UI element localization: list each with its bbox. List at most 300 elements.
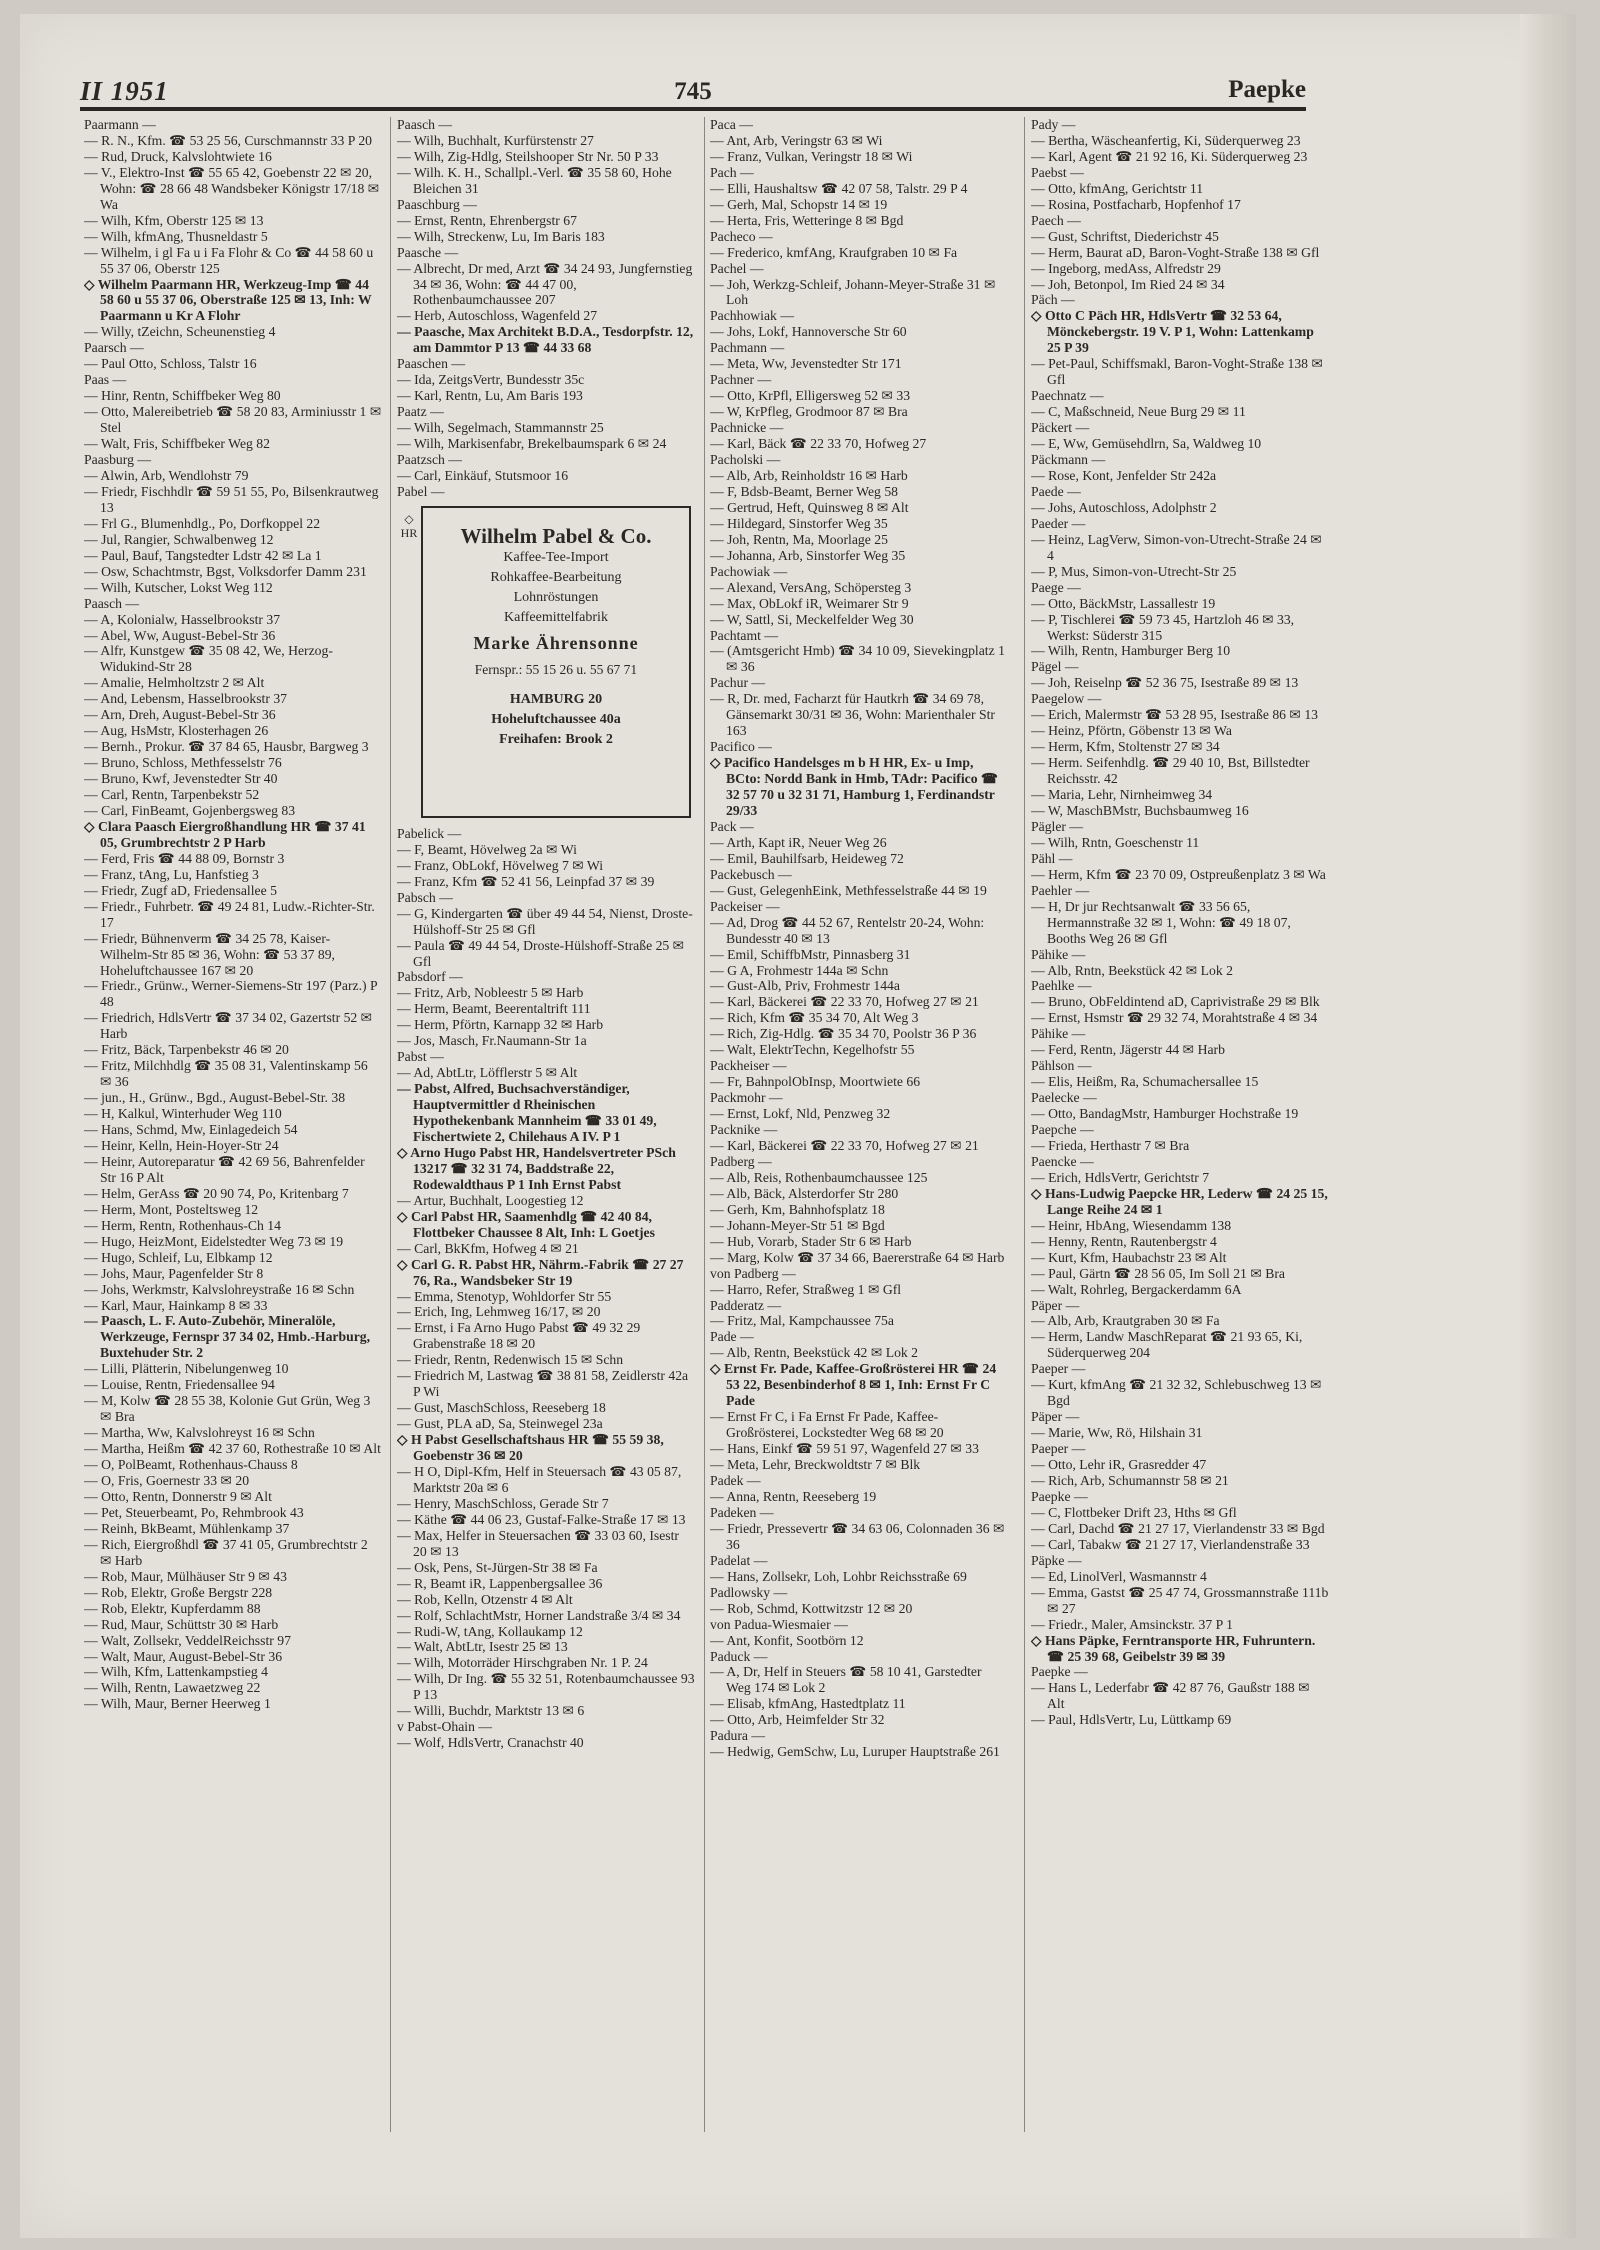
page-edge-shadow [1520, 14, 1576, 2238]
surname-heading: Paas — [84, 372, 127, 388]
surname-heading: Paeper — [1031, 1441, 1086, 1457]
directory-entry: — Emma, Stenotyp, Wohldorfer Str 55 [397, 1288, 612, 1304]
directory-entry: — Heinr, HbAng, Wiesendamm 138 [1031, 1217, 1232, 1233]
surname-heading: Padelat — [710, 1552, 768, 1568]
ad-side-marker: ◇ HR [400, 511, 418, 540]
directory-entry: — Anna, Rentn, Reeseberg 19 [710, 1488, 877, 1504]
directory-entry: — Max, ObLokf iR, Weimarer Str 9 [710, 595, 909, 611]
directory-entry: — Friedr., Maler, Amsinckstr. 37 P 1 [1031, 1616, 1233, 1632]
directory-entry: — Wilh, Buchhalt, Kurfürstenstr 27 [397, 132, 594, 148]
directory-entry: — Ad, Drog ☎ 44 52 67, Rentelstr 20-24, Wohn: Bundesstr 40 ✉ 13 [710, 914, 985, 946]
directory-entry: — Otto, Arb, Heimfelder Str 32 [710, 1712, 885, 1728]
directory-entry: — Jos, Masch, Fr.Naumann-Str 1a [397, 1033, 587, 1049]
surname-heading: Paegelow — [1031, 691, 1102, 707]
directory-entry: — Walt, Rohrleg, Bergackerdamm 6A [1031, 1281, 1242, 1297]
surname-heading: Päckmann — [1031, 452, 1106, 468]
directory-entry: — Joh, Reiselnp ☎ 52 36 75, Isestraße 89 ✉ 13 [1031, 675, 1299, 691]
directory-entry: — P, Tischlerei ☎ 59 73 45, Hartzloh 46 ✉ 33, Werkst: Süderstr 315 [1031, 611, 1295, 643]
directory-entry: — Karl, Maur, Hainkamp 8 ✉ 33 [84, 1297, 268, 1313]
page-header [80, 54, 1306, 110]
surname-heading: Pabsdorf — [397, 969, 463, 985]
directory-entry: — Wilh, Kfm, Oberstr 125 ✉ 13 [84, 212, 264, 228]
directory-entry: — Artur, Buchhalt, Loogestieg 12 [397, 1192, 584, 1208]
ad-company-name: Wilhelm Pabel & Co. [460, 523, 652, 548]
surname-heading: Paepche — [1031, 1122, 1094, 1138]
directory-entry: — Hugo, HeizMont, Eidelstedter Weg 73 ✉ 19 [84, 1233, 344, 1249]
directory-entry: — Rich, Zig-Hdlg. ☎ 35 34 70, Poolstr 36 P 36 [710, 1026, 977, 1042]
directory-entry: — Carl, FinBeamt, Gojenbergsweg 83 [84, 802, 296, 818]
header-year: II 1951 [80, 76, 169, 106]
surname-heading: Pählson — [1031, 1058, 1092, 1074]
directory-entry: — Friedr., Grünw., Werner-Siemens-Str 197 (Parz.) P 48 [84, 978, 378, 1010]
surname-heading: von Padberg — [710, 1265, 796, 1281]
ad-service-line: Kaffeemittelfabrik [504, 609, 608, 625]
directory-entry: — Rich, Kfm ☎ 35 34 70, Alt Weg 3 [710, 1010, 919, 1026]
surname-heading: Pachmann — [710, 340, 785, 356]
directory-entry: — Fritz, Bäck, Tarpenbekstr 46 ✉ 20 [84, 1042, 289, 1058]
directory-entry: — Herta, Fris, Wetteringe 8 ✉ Bgd [710, 212, 904, 228]
directory-entry: — Wilh, Dr Ing. ☎ 55 32 51, Rotenbaumchaussee 93 P 13 [397, 1671, 695, 1703]
directory-entry: — Hugo, Schleif, Lu, Elbkamp 12 [84, 1249, 273, 1265]
surname-heading: Paaschburg — [397, 196, 477, 212]
directory-entry: — Louise, Rentn, Friedensallee 94 [84, 1377, 275, 1393]
surname-heading: Paaschen — [397, 356, 466, 372]
directory-entry: — Kurt, kfmAng ☎ 21 32 32, Schlebuschweg 13 ✉ Bgd [1031, 1377, 1322, 1409]
surname-heading: Päper — [1031, 1409, 1080, 1425]
surname-heading: Paarmann — [84, 117, 156, 132]
directory-entry: — Ernst Fr C, i Fa Ernst Fr Pade, Kaffee-Großrösterei, Lockstedter Weg 68 ✉ 20 [710, 1409, 944, 1441]
directory-entry: — Herm, Beamt, Beerentaltrift 111 [397, 1001, 591, 1017]
surname-heading: Pachhowiak — [710, 308, 795, 324]
directory-entry: — Ernst, i Fa Arno Hugo Pabst ☎ 49 32 29 Grabenstraße 18 ✉ 20 [397, 1320, 641, 1352]
directory-entry: — Fr, BahnpolObInsp, Moortwiete 66 [710, 1074, 921, 1090]
directory-entry: ◇ Otto C Päch HR, HdlsVertr ☎ 32 53 64, Mönckebergstr. 19 V. P 1, Wohn: Lattenkamp 25 P 39 [1031, 308, 1314, 356]
directory-entry: — Hans, Einkf ☎ 59 51 97, Wagenfeld 27 ✉ 33 [710, 1441, 979, 1457]
directory-entry: — Wilh, Motorräder Hirschgraben Nr. 1 P. 24 [397, 1655, 648, 1671]
surname-heading: Paebst — [1031, 164, 1084, 180]
directory-entry: — Hinr, Rentn, Schiffbeker Weg 80 [84, 388, 281, 404]
directory-entry: — Carl, Einkäuf, Stutsmoor 16 [397, 467, 569, 483]
directory-entry: — Paasch, L. F. Auto-Zubehör, Mineralöle, Werkzeuge, Fernspr 37 34 02, Hmb.-Harburg, Buxtehuder Str. 2 [84, 1313, 371, 1361]
surname-heading: Pachtamt — [710, 627, 779, 643]
directory-entry: — Emma, Gastst ☎ 25 47 74, Grossmannstraße 111b ✉ 27 [1031, 1584, 1329, 1616]
directory-entry: — Johanna, Arb, Sinstorfer Weg 35 [710, 547, 906, 563]
surname-heading: Pachel — [710, 260, 764, 276]
directory-entry: — Karl, Bäckerei ☎ 22 33 70, Hofweg 27 ✉ 21 [710, 1138, 979, 1153]
directory-entry: — Walt, Maur, August-Bebel-Str 36 [84, 1648, 283, 1664]
directory-entry: — Wilh, Zig-Hdlg, Steilshooper Str Nr. 50 P 33 [397, 148, 659, 164]
surname-heading: Pacifico — [710, 739, 772, 755]
directory-entry: — Joh, Rentn, Ma, Moorlage 25 [710, 531, 888, 547]
directory-entry: — Paul, Gärtn ☎ 28 56 05, Im Soll 21 ✉ Bra [1031, 1265, 1285, 1281]
directory-entry: — And, Lebensm, Hasselbrookstr 37 [84, 691, 288, 707]
surname-heading: Pabelick — [397, 825, 462, 841]
directory-entry: — Wilh, Rntn, Goeschenstr 11 [1031, 834, 1200, 850]
directory-entry: — Bernh., Prokur. ☎ 37 84 65, Hausbr, Bargweg 3 [84, 739, 369, 755]
directory-entry: — Friedr, Fischhdlr ☎ 59 51 55, Po, Bilsenkrautweg 13 [84, 483, 379, 515]
directory-entry: — Hub, Vorarb, Stader Str 6 ✉ Harb [710, 1233, 912, 1249]
directory-entry: — Wilhelm, i gl Fa u i Fa Flohr & Co ☎ 44 58 60 u 55 37 06, Oberstr 125 [84, 244, 374, 276]
directory-entry: — Johs, Autoschloss, Adolphstr 2 [1031, 499, 1217, 515]
directory-entry: — Pabst, Alfred, Buchsachverständiger, Hauptvermittler d Rheinischen Hypothekenbank Mannheim ☎ 33 01 49, Fischertwiete 2, Chilehaus A IV. P 1 [397, 1081, 657, 1144]
surname-heading: Packebusch — [710, 866, 792, 882]
surname-heading: Päpke — [1031, 1552, 1082, 1568]
directory-entry: — Friedrich M, Lastwag ☎ 38 81 58, Zeidlerstr 42a P Wi [397, 1368, 689, 1400]
directory-entry: — Emil, SchiffbMstr, Pinnasberg 31 [710, 946, 911, 962]
directory-entry: — Pet-Paul, Schiffsmakl, Baron-Voght-Straße 138 ✉ Gfl [1031, 356, 1323, 388]
directory-entry: — Gerh, Km, Bahnhofsplatz 18 [710, 1201, 885, 1217]
directory-entry: — Emil, Bauhilfsarb, Heideweg 72 [710, 850, 904, 866]
directory-page [20, 14, 1576, 2238]
directory-entry: — Gust, MaschSchloss, Reeseberg 18 [397, 1400, 606, 1416]
directory-entry: ◇ Clara Paasch Eiergroßhandlung HR ☎ 37 41 05, Grumbrechtstr 2 P Harb [84, 818, 366, 850]
directory-entry: — Otto, Malereibetrieb ☎ 58 20 83, Arminiusstr 1 ✉ Stel [84, 404, 382, 436]
directory-entry: — Carl, Rentn, Tarpenbekstr 52 [84, 787, 260, 803]
directory-entry: — Alb, Reis, Rothenbaumchaussee 125 [710, 1169, 928, 1185]
directory-entry: — Rob, Schmd, Kottwitzstr 12 ✉ 20 [710, 1600, 913, 1616]
surname-heading: Pachnicke — [710, 420, 784, 436]
directory-entry: — Fritz, Mal, Kampchaussee 75a [710, 1313, 894, 1329]
directory-entry: — Franz, ObLokf, Hövelweg 7 ✉ Wi [397, 857, 604, 873]
surname-heading: Pade — [710, 1329, 754, 1345]
directory-entry: — Maria, Lehr, Nirnheimweg 34 [1031, 787, 1213, 803]
directory-entry: — Johann-Meyer-Str 51 ✉ Bgd [710, 1217, 885, 1233]
directory-entry: — Frieda, Herthastr 7 ✉ Bra [1031, 1138, 1190, 1153]
directory-entry: — Paul, Bauf, Tangstedter Ldstr 42 ✉ La 1 [84, 547, 322, 563]
directory-entry: — Alb, Bäck, Alsterdorfer Str 280 [710, 1185, 899, 1201]
directory-entry: — Elisab, kfmAng, Hastedtplatz 11 [710, 1696, 906, 1712]
directory-entry: — Wilh, Maur, Berner Heerweg 1 [84, 1696, 271, 1712]
directory-entry: — Gertrud, Heft, Quinsweg 8 ✉ Alt [710, 499, 909, 515]
surname-heading: Paarsch — [84, 340, 144, 356]
directory-entry: — Rich, Eiergroßhdl ☎ 37 41 05, Grumbrechtstr 2 ✉ Harb [84, 1536, 368, 1568]
directory-entry: — Wolf, HdlsVertr, Cranachstr 40 [397, 1735, 584, 1751]
directory-entry: — Martha, Ww, Kalvslohreyst 16 ✉ Schn [84, 1425, 315, 1441]
directory-entry: — Ed, LinolVerl, Wasmannstr 4 [1031, 1568, 1207, 1584]
ad-branch: Freihafen: Brook 2 [499, 731, 613, 747]
directory-entry: — Otto, Rentn, Donnerstr 9 ✉ Alt [84, 1488, 272, 1504]
directory-entry: — (Amtsgericht Hmb) ☎ 34 10 09, Sievekingplatz 1 ✉ 36 [710, 643, 1005, 675]
directory-entry: — Osw, Schachtmstr, Bgst, Volksdorfer Damm 231 [84, 563, 367, 579]
directory-entry: — W, MaschBMstr, Buchsbaumweg 16 [1031, 802, 1249, 818]
directory-entry: — E, Ww, Gemüsehdlrn, Sa, Waldweg 10 [1031, 436, 1262, 452]
directory-entry: — Carl, Tabakw ☎ 21 27 17, Vierlandenstraße 33 [1031, 1536, 1310, 1552]
surname-heading: Pabsch — [397, 889, 453, 905]
surname-heading: Padek — [710, 1473, 761, 1489]
directory-entry: — Walt, Zollsekr, VeddelReichsstr 97 [84, 1632, 291, 1648]
surname-heading: Paehler — [1031, 882, 1090, 898]
directory-entry: ◇ Carl Pabst HR, Saamenhdlg ☎ 42 40 84, Flottbeker Chaussee 8 Alt, Inh: L Goetjes [397, 1208, 655, 1240]
directory-entry: — Joh, Betonpol, Im Ried 24 ✉ 34 [1031, 276, 1225, 292]
directory-entry: — Max, Helfer in Steuersachen ☎ 33 03 60, Isestr 20 ✉ 13 [397, 1527, 679, 1559]
directory-entry: — Heinz, Pförtn, Göbenstr 13 ✉ Wa [1031, 723, 1232, 739]
directory-entry: — H, Kalkul, Winterhuder Weg 110 [84, 1106, 282, 1122]
directory-entry: — Meta, Lehr, Breckwoldtstr 7 ✉ Blk [710, 1457, 921, 1473]
ad-service-line: Kaffee-Tee-Import [503, 549, 609, 565]
directory-entry: ◇ Wilhelm Paarmann HR, Werkzeug-Imp ☎ 44 58 60 u 55 37 06, Oberstraße 125 ✉ 13, Inh: W Paarmann u Kr A Flohr [84, 276, 372, 324]
directory-entry: — F, Beamt, Hövelweg 2a ✉ Wi [397, 841, 577, 857]
directory-entry: ◇ Hans Päpke, Ferntransporte HR, Fuhruntern. ☎ 25 39 68, Geibelstr 39 ✉ 39 [1031, 1632, 1316, 1664]
directory-entry: — H, Dr jur Rechtsanwalt ☎ 33 56 65, Hermannstraße 32 ✉ 1, Wohn: ☎ 49 18 07, Booths Weg 26 ✉ Gfl [1031, 898, 1291, 946]
directory-entry: — Alfr, Kunstgew ☎ 35 08 42, We, Herzog-Widukind-Str 28 [84, 643, 333, 675]
directory-entry: — Pet, Steuerbeamt, Po, Rehmbrook 43 [84, 1504, 304, 1520]
surname-heading: Pabel — [397, 483, 445, 499]
directory-entry: — Bruno, Schloss, Methfesselstr 76 [84, 755, 282, 771]
directory-entry: — H O, Dipl-Kfm, Helf in Steuersach ☎ 43 05 87, Marktstr 20a ✉ 6 [397, 1464, 682, 1495]
directory-entry: — Harro, Refer, Straßweg 1 ✉ Gfl [710, 1281, 902, 1297]
surname-heading: Paasburg — [84, 452, 152, 468]
surname-heading: Pähike — [1031, 1026, 1086, 1042]
directory-entry: — Rob, Elektr, Kupferdamm 88 [84, 1600, 261, 1616]
surname-heading: Paede — [1031, 483, 1081, 499]
directory-entry: — Paasche, Max Architekt B.D.A., Tesdorpfstr. 12, am Dammtor P 13 ☎ 44 33 68 [397, 324, 694, 356]
directory-entry: — Friedrich, HdlsVertr ☎ 37 34 02, Gazertstr 52 ✉ Harb [84, 1010, 373, 1042]
directory-entry: — Fritz, Arb, Nobleestr 5 ✉ Harb [397, 985, 584, 1001]
directory-entry: — Käthe ☎ 44 06 23, Gustaf-Falke-Straße 17 ✉ 13 [397, 1511, 686, 1527]
directory-entry: — Friedr, Bühnenverm ☎ 34 25 78, Kaiser-Wilhelm-Str 85 ✉ 36, Wohn: ☎ 53 37 89, Hoheluftchaussee 167 ✉ 20 [84, 930, 335, 978]
directory-entry: — Willi, Buchdr, Marktstr 13 ✉ 6 [397, 1703, 585, 1719]
surname-heading: Paasch — [84, 595, 140, 611]
directory-entry: — Wilh, Kutscher, Lokst Weg 112 [84, 579, 273, 595]
directory-entry: — Alb, Arb, Krautgraben 30 ✉ Fa [1031, 1313, 1220, 1329]
directory-entry: — Otto, Lehr iR, Grasredder 47 [1031, 1457, 1207, 1473]
surname-heading: Pacholski — [710, 452, 781, 468]
directory-entry: — Rudi-W, tAng, Kollaukamp 12 [397, 1623, 583, 1639]
directory-entry: — O, Fris, Goernestr 33 ✉ 20 [84, 1473, 250, 1489]
header-rule [80, 107, 1306, 111]
surname-heading: Paech — [1031, 212, 1081, 228]
directory-entry: — Franz, Vulkan, Veringstr 18 ✉ Wi [710, 148, 913, 164]
directory-entry: — Hans, Schmd, Mw, Einlagedeich 54 [84, 1122, 298, 1138]
surname-heading: Paeper — [1031, 1361, 1086, 1377]
surname-heading: Paehlke — [1031, 978, 1092, 994]
directory-entry: — Ernst, Hsmstr ☎ 29 32 74, Morahtstraße 4 ✉ 34 [1031, 1010, 1318, 1026]
directory-entry: — Karl, Agent ☎ 21 92 16, Ki. Süderquerweg 23 [1031, 148, 1308, 164]
surname-heading: Paencke — [1031, 1153, 1094, 1169]
directory-entry: — M, Kolw ☎ 28 55 38, Kolonie Gut Grün, Weg 3 ✉ Bra [84, 1393, 371, 1425]
surname-heading: Padderatz — [710, 1297, 782, 1313]
directory-entry: — Erich, Ing, Lehmweg 16/17, ✉ 20 [397, 1304, 601, 1320]
directory-entry: — Friedr., Fuhrbetr. ☎ 49 24 81, Ludw.-Richter-Str. 17 [84, 898, 375, 930]
directory-entry: — Hans L, Lederfabr ☎ 42 87 76, Gaußstr 188 ✉ Alt [1031, 1680, 1310, 1712]
surname-heading: Packeiser — [710, 898, 780, 914]
surname-heading: Pägler — [1031, 818, 1084, 834]
directory-entry: — Walt, ElektrTechn, Kegelhofstr 55 [710, 1042, 915, 1058]
directory-entry: — A, Dr, Helf in Steuers ☎ 58 10 41, Garstedter Weg 174 ✉ Lok 2 [710, 1664, 982, 1696]
directory-entry: — Karl, Bäckerei ☎ 22 33 70, Hofweg 27 ✉ 21 [710, 994, 979, 1010]
directory-entry: — Albrecht, Dr med, Arzt ☎ 34 24 93, Jungfernstieg 34 ✉ 36, Wohn: ☎ 44 47 00, Rothenbaumchaussee 207 [397, 260, 693, 308]
directory-entry: — Gust, PLA aD, Sa, Steinwegel 23a [397, 1416, 603, 1432]
directory-entry: — Franz, tAng, Lu, Hanfstieg 3 [84, 866, 259, 882]
directory-entry: — W, Sattl, Si, Meckelfelder Weg 30 [710, 611, 914, 627]
directory-entry: — Herm, Rentn, Rothenhaus-Ch 14 [84, 1217, 281, 1233]
directory-entry: — Otto, BäckMstr, Lassallestr 19 [1031, 595, 1216, 611]
surname-heading: Paege — [1031, 579, 1081, 595]
directory-entry: — Henry, MaschSchloss, Gerade Str 7 [397, 1495, 609, 1511]
directory-entry: — Otto, KrPfl, Elligersweg 52 ✉ 33 [710, 388, 911, 404]
ad-service-line: Rohkaffee-Bearbeitung [490, 569, 622, 585]
directory-entry: — G A, Frohmestr 144a ✉ Schn [710, 962, 889, 978]
directory-entry: — Gerh, Mal, Schopstr 14 ✉ 19 [710, 196, 888, 212]
directory-entry: — Karl, Rentn, Lu, Am Baris 193 [397, 388, 583, 404]
surname-heading: Pähike — [1031, 946, 1086, 962]
directory-entry: — Paul, HdlsVertr, Lu, Lüttkamp 69 [1031, 1712, 1232, 1728]
directory-entry: — Ingeborg, medAss, Alfredstr 29 [1031, 260, 1221, 276]
surname-heading: Pack — [710, 818, 754, 834]
directory-entry: — F, Bdsb-Beamt, Berner Weg 58 [710, 483, 899, 499]
directory-entry: — O, PolBeamt, Rothenhaus-Chauss 8 [84, 1457, 298, 1473]
column-divider [390, 117, 391, 2132]
ad-service-line: Lohnröstungen [513, 589, 599, 605]
directory-entry: — Ernst, Lokf, Nld, Penzweg 32 [710, 1106, 891, 1122]
surname-heading: Pacheco — [710, 228, 773, 244]
page-number: 745 [674, 78, 712, 105]
directory-entry: — R. N., Kfm. ☎ 53 25 56, Curschmannstr 33 P 20 [84, 132, 373, 148]
directory-entry: — Karl, Bäck ☎ 22 33 70, Hofweg 27 [710, 436, 927, 452]
surname-heading: v Pabst-Ohain — [397, 1719, 493, 1735]
directory-entry: — Otto, kfmAng, Gerichtstr 11 [1031, 180, 1204, 196]
directory-entry: — R, Dr. med, Facharzt für Hautkrh ☎ 34 69 78, Gänsemarkt 30/31 ✉ 36, Wohn: Marienthaler Str 163 [710, 691, 995, 739]
directory-entry: — Heinz, LagVerw, Simon-von-Utrecht-Straße 24 ✉ 4 [1031, 531, 1322, 563]
directory-entry: — Abel, Ww, August-Bebel-Str 36 [84, 627, 276, 643]
surname-heading: Paechnatz — [1031, 388, 1104, 404]
surname-heading: Padberg — [710, 1153, 772, 1169]
directory-entry: — Arth, Kapt iR, Neuer Weg 26 [710, 834, 887, 850]
surname-heading: Packmohr — [710, 1090, 783, 1106]
directory-entry: ◇ Ernst Fr. Pade, Kaffee-Großrösterei HR ☎ 24 53 22, Besenbinderhof 8 ✉ 1, Inh: Ernst Fr C Pade [710, 1361, 997, 1409]
directory-entry: — W, KrPfleg, Grodmoor 87 ✉ Bra [710, 404, 908, 420]
directory-entry: — Osk, Pens, St-Jürgen-Str 38 ✉ Fa [397, 1559, 598, 1575]
directory-entry: — Johs, Werkmstr, Kalvslohreystraße 16 ✉ Schn [84, 1281, 355, 1297]
directory-entry: — Hans, Zollsekr, Loh, Lohbr Reichsstraße 69 [710, 1568, 967, 1584]
directory-column-4 [1031, 117, 1329, 2132]
directory-column-3 [710, 117, 1008, 2132]
directory-entry: — Joh, Werkzg-Schleif, Johann-Meyer-Straße 31 ✉ Loh [710, 276, 996, 308]
surname-heading: Paasche — [397, 244, 459, 260]
directory-entry: — C, Maßschneid, Neue Burg 29 ✉ 11 [1031, 404, 1246, 420]
directory-entry: — Erich, Malermstr ☎ 53 28 95, Isestraße 86 ✉ 13 [1031, 707, 1319, 723]
directory-entry: — Arn, Dreh, August-Bebel-Str 36 [84, 707, 276, 723]
directory-entry: — Herm, Kfm ☎ 23 70 09, Ostpreußenplatz 3 ✉ Wa [1031, 866, 1326, 882]
directory-entry: — Rud, Maur, Schüttstr 30 ✉ Harb [84, 1616, 279, 1632]
directory-entry: — P, Mus, Simon-von-Utrecht-Str 25 [1031, 563, 1237, 579]
directory-entry: — A, Kolonialw, Hasselbrookstr 37 [84, 611, 281, 627]
surname-heading: Paasch — [397, 117, 453, 132]
surname-heading: Packnike — [710, 1122, 778, 1138]
directory-entry: — Hildegard, Sinstorfer Weg 35 [710, 515, 888, 531]
surname-heading: Padlowsky — [710, 1584, 788, 1600]
directory-entry: — Carl, BkKfm, Hofweg 4 ✉ 21 [397, 1240, 579, 1256]
directory-entry: — Henny, Rentn, Rautenbergstr 4 [1031, 1233, 1217, 1249]
surname-heading: Padeken — [710, 1504, 774, 1520]
surname-heading: Pägel — [1031, 659, 1079, 675]
directory-entry: — Friedr, Pressevertr ☎ 34 63 06, Colonnaden 36 ✉ 36 [710, 1520, 1005, 1552]
directory-entry: — R, Beamt iR, Lappenbergsallee 36 [397, 1575, 603, 1591]
directory-entry: — Wilh, Kfm, Lattenkampstieg 4 [84, 1664, 268, 1680]
directory-entry: — Johs, Lokf, Hannoversche Str 60 [710, 324, 907, 340]
directory-entry: — Herm. Seifenhdlg. ☎ 29 40 10, Bst, Billstedter Reichsstr. 42 [1031, 755, 1310, 787]
directory-entry: — Bertha, Wäscheanfertig, Ki, Süderquerweg 23 [1031, 132, 1301, 148]
directory-entry: — Gust, GelegenhEink, Methfesselstraße 44 ✉ 19 [710, 882, 987, 898]
directory-entry: — Willy, tZeichn, Scheunenstieg 4 [84, 324, 276, 340]
directory-entry: — Wilh. K. H., Schallpl.-Verl. ☎ 35 58 60, Hohe Bleichen 31 [397, 164, 672, 196]
directory-entry: — Carl, Dachd ☎ 21 27 17, Vierlandenstr 33 ✉ Bgd [1031, 1520, 1325, 1536]
surname-heading: Paatz — [397, 404, 444, 420]
directory-column-2 [397, 117, 695, 2132]
directory-entry: — Herm, Landw MaschReparat ☎ 21 93 65, Ki, Süderquerweg 204 [1031, 1329, 1303, 1361]
directory-entry: ◇ Hans-Ludwig Paepcke HR, Lederw ☎ 24 25 15, Lange Reihe 24 ✉ 1 [1031, 1185, 1328, 1217]
directory-entry: — Friedr, Zugf aD, Friedensallee 5 [84, 882, 277, 898]
directory-entry: ◇ H Pabst Gesellschaftshaus HR ☎ 55 59 38, Goebenstr 36 ✉ 20 [397, 1432, 664, 1464]
directory-entry: — Wilh, Segelmach, Stammannstr 25 [397, 420, 604, 436]
ad-brand-name: Marke Ährensonne [473, 632, 639, 653]
directory-entry: — Wilh, Rentn, Lawaetzweg 22 [84, 1680, 261, 1696]
directory-entry: — Martha, Heißm ☎ 42 37 60, Rothestraße 10 ✉ Alt [84, 1441, 381, 1457]
directory-entry: — Ferd, Rentn, Jägerstr 44 ✉ Harb [1031, 1042, 1225, 1058]
directory-entry: — Reinh, BkBeamt, Mühlenkamp 37 [84, 1520, 290, 1536]
surname-heading: Pachowiak — [710, 563, 788, 579]
directory-entry: — V., Elektro-Inst ☎ 55 65 42, Goebenstr 22 ✉ 20, Wohn: ☎ 28 66 48 Wandsbeker Königstr 17/18 ✉ Wa [84, 164, 380, 212]
surname-heading: Pach — [710, 164, 754, 180]
directory-entry: — Frl G., Blumenhdlg., Po, Dorfkoppel 22 [84, 515, 321, 531]
surname-heading: Paelecke — [1031, 1090, 1097, 1106]
surname-heading: Padura — [710, 1728, 766, 1744]
directory-entry: — Aug, HsMstr, Klosterhagen 26 [84, 723, 269, 739]
column-divider [1024, 117, 1025, 2132]
directory-entry: — Marie, Ww, Rö, Hilshain 31 [1031, 1425, 1203, 1441]
surname-heading: Päper — [1031, 1297, 1080, 1313]
directory-entry: — Hedwig, GemSchw, Lu, Luruper Hauptstraße 261 [710, 1744, 1000, 1760]
directory-entry: — Ernst, Rentn, Ehrenbergstr 67 [397, 212, 577, 228]
surname-heading: Paca — [710, 117, 753, 132]
directory-entry: — Ant, Konfit, Sootbörn 12 [710, 1632, 864, 1648]
directory-entry: — Fritz, Milchhdlg ☎ 35 08 31, Valentinskamp 56 ✉ 36 [84, 1058, 368, 1090]
directory-entry: — C, Flottbeker Drift 23, Hths ✉ Gfl [1031, 1504, 1237, 1520]
directory-entry: — Herm, Pförtn, Karnapp 32 ✉ Harb [397, 1017, 604, 1033]
directory-entry: — Walt, Fris, Schiffbeker Weg 82 [84, 436, 270, 452]
directory-entry: — Ant, Arb, Veringstr 63 ✉ Wi [710, 132, 883, 148]
directory-entry: — Ida, ZeitgsVertr, Bundesstr 35c [397, 372, 585, 388]
directory-entry: — Meta, Ww, Jevenstedter Str 171 [710, 356, 902, 372]
column-divider [704, 117, 705, 2132]
directory-entry: — Lilli, Plätterin, Nibelungenweg 10 [84, 1361, 289, 1377]
directory-entry: — Otto, BandagMstr, Hamburger Hochstraße 19 [1031, 1106, 1299, 1122]
directory-entry: — Wilh, Streckenw, Lu, Im Baris 183 [397, 228, 605, 244]
directory-entry: — Alwin, Arb, Wendlohstr 79 [84, 467, 249, 483]
directory-column-1 [84, 117, 382, 2132]
directory-entry: — Johs, Maur, Pagenfelder Str 8 [84, 1265, 264, 1281]
surname-heading: Paepke — [1031, 1488, 1088, 1504]
directory-entry: — Bruno, ObFeldintend aD, Caprivistraße 29 ✉ Blk [1031, 994, 1320, 1010]
ad-city: HAMBURG 20 [509, 691, 603, 707]
surname-heading: Paduck — [710, 1648, 768, 1664]
directory-entry: — Marg, Kolw ☎ 37 34 66, Baererstraße 64 ✉ Harb [710, 1249, 1005, 1265]
directory-entry: — G, Kindergarten ☎ über 49 44 54, Nienst, Droste-Hülshoff-Str 25 ✉ Gfl [397, 905, 693, 937]
directory-entry: — Walt, AbtLtr, Isestr 25 ✉ 13 [397, 1639, 568, 1655]
directory-entry: — Elli, Haushaltsw ☎ 42 07 58, Talstr. 29 P 4 [710, 180, 968, 196]
directory-entry: — Herm, Kfm, Stoltenstr 27 ✉ 34 [1031, 739, 1220, 755]
directory-entry: — Paula ☎ 49 44 54, Droste-Hülshoff-Straße 25 ✉ Gfl [397, 937, 685, 969]
directory-entry: — Elis, Heißm, Ra, Schumachersallee 15 [1031, 1074, 1259, 1090]
directory-entry: — Rud, Druck, Kalvslohtwiete 16 [84, 148, 272, 164]
directory-entry: — Alexand, VersAng, Schöpersteg 3 [710, 579, 912, 595]
directory-entry: — Paul Otto, Schloss, Talstr 16 [84, 356, 257, 372]
directory-entry: — Heinr, Kelln, Hein-Hoyer-Str 24 [84, 1138, 279, 1153]
directory-entry: ◇ Pacifico Handelsges m b H HR, Ex- u Imp, BCto: Nordd Bank in Hmb, TAdr: Pacifico ☎ 32 57 70 u 32 31 71, Hamburg 1, Ferdinandstr 29/33 [710, 755, 999, 818]
directory-entry: — Wilh, Markisenfabr, Brekelbaumspark 6 ✉ 24 [397, 436, 667, 452]
directory-entry: — Helm, GerAss ☎ 20 90 74, Po, Kritenbarg 7 [84, 1185, 349, 1201]
directory-entry: — Gust-Alb, Priv, Frohmestr 144a [710, 978, 900, 994]
